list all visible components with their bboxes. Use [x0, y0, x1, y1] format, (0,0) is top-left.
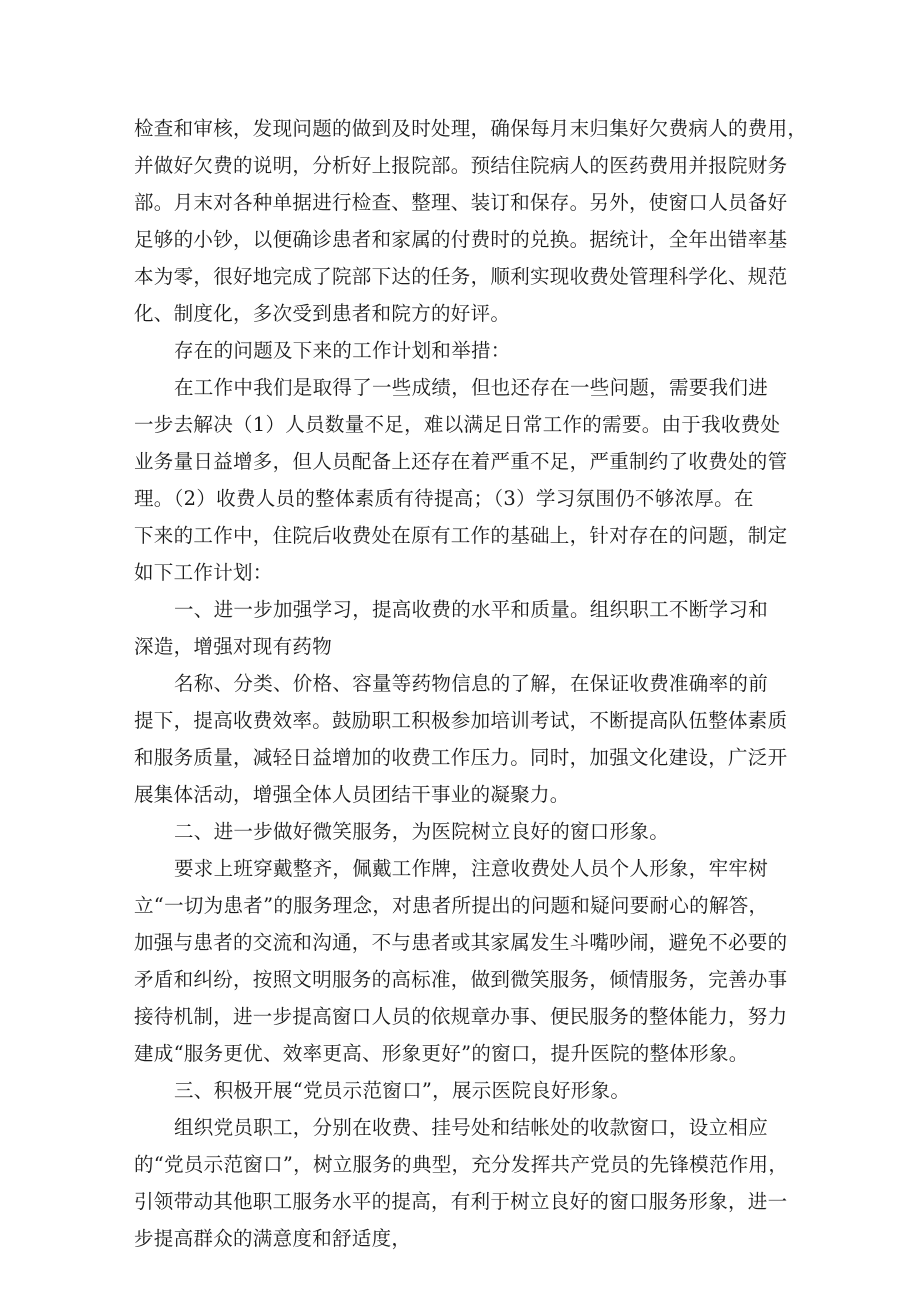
text-line: 展集体活动，增强全体人员团结干事业的凝聚力。	[134, 783, 570, 806]
text-line: 二、进一步做好微笑服务，为医院树立良好的窗口形象。	[174, 820, 670, 843]
text-line: 引领带动其他职工服务水平的提高，有利于树立良好的窗口服务形象，进一	[134, 1190, 788, 1213]
text-line: 化、制度化，多次受到患者和院方的好评。	[134, 302, 511, 325]
text-line: 在工作中我们是取得了一些成绩，但也还存在一些问题，需要我们进	[174, 376, 769, 399]
text-line: 并做好欠费的说明，分析好上报院部。预结住院病人的医药费用并报院财务	[134, 154, 788, 177]
text-line: 深造，增强对现有药物	[134, 635, 333, 658]
text-line: 理。（2）收费人员的整体素质有待提高；（3）学习氛围仍不够浓厚。在	[134, 487, 754, 510]
text-line: 提下，提高收费效率。鼓励职工积极参加培训考试，不断提高队伍整体素质	[134, 709, 788, 732]
text-line: 立“一切为患者”的服务理念，对患者所提出的问题和疑问要耐心的解答，	[134, 894, 769, 917]
text-line: 矛盾和纠纷，按照文明服务的高标准，做到微笑服务，倾情服务，完善办事	[134, 968, 788, 991]
text-line: 三、积极开展“党员示范窗口”，展示医院良好形象。	[174, 1079, 631, 1102]
document-body	[134, 110, 808, 1257]
text-line: 组织党员职工，分别在收费、挂号处和结帐处的收款窗口，设立相应	[174, 1116, 769, 1139]
text-line: 接待机制，进一步提高窗口人员的依规章办事、便民服务的整体能力，努力	[134, 1005, 788, 1028]
text-line: 部。月末对各种单据进行检查、整理、装订和保存。另外，使窗口人员备好	[134, 191, 788, 214]
text-line: 要求上班穿戴整齐，佩戴工作牌，注意收费处人员个人形象，牢牢树	[174, 857, 769, 880]
text-line: 的“党员示范窗口”，树立服务的典型，充分发挥共产党员的先锋模范作用，	[134, 1153, 789, 1176]
text-line: 本为零，很好地完成了院部下达的任务，顺利实现收费处管理科学化、规范	[134, 265, 788, 288]
text-line: 步提高群众的满意度和舒适度，	[134, 1227, 412, 1250]
text-line: 检查和审核，发现问题的做到及时处理，确保每月末归集好欠费病人的费用，	[134, 117, 808, 140]
text-line: 一步去解决（1）人员数量不足，难以满足日常工作的需要。由于我收费处	[134, 413, 781, 436]
text-line: 建成“服务更优、效率更高、形象更好”的窗口，提升医院的整体形象。	[134, 1042, 749, 1065]
text-line: 名称、分类、价格、容量等药物信息的了解，在保证收费准确率的前	[174, 672, 769, 695]
text-line: 存在的问题及下来的工作计划和举措：	[174, 339, 511, 362]
text-line: 业务量日益增多，但人员配备上还存在着严重不足，严重制约了收费处的管	[134, 450, 788, 473]
text-line: 下来的工作中，住院后收费处在原有工作的基础上，针对存在的问题，制定	[134, 524, 788, 547]
text-line: 一、进一步加强学习，提高收费的水平和质量。组织职工不断学习和	[174, 598, 769, 621]
text-line: 足够的小钞，以便确诊患者和家属的付费时的兑换。据统计，全年出错率基	[134, 228, 788, 251]
text-line: 如下工作计划：	[134, 561, 273, 584]
text-line: 加强与患者的交流和沟通，不与患者或其家属发生斗嘴吵闹，避免不必要的	[134, 931, 788, 954]
text-line: 和服务质量，减轻日益增加的收费工作压力。同时，加强文化建设，广泛开	[134, 746, 788, 769]
